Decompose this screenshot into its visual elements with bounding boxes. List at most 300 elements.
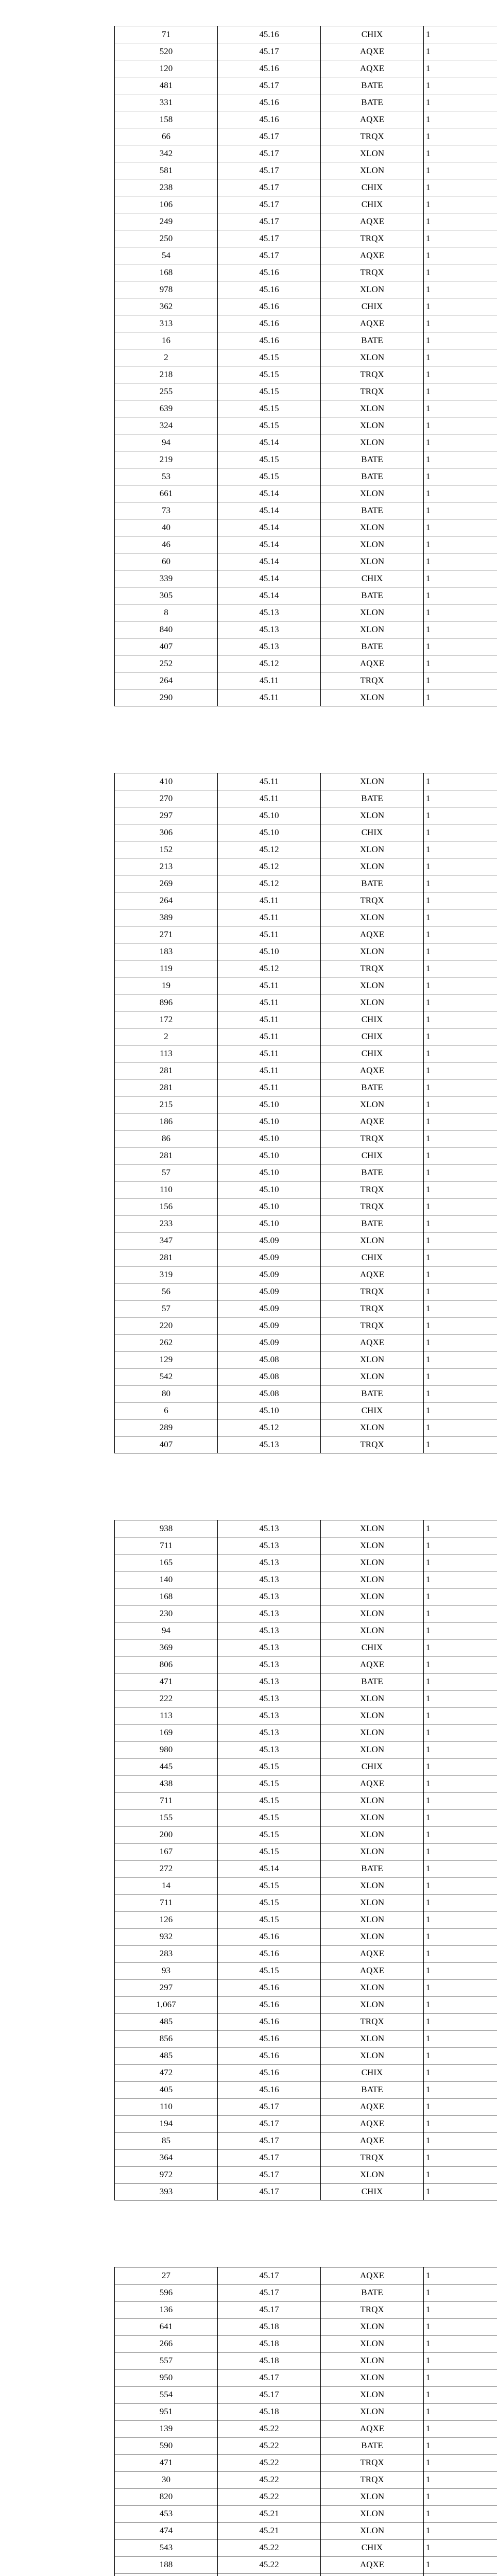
extra-cell: 1 [424,604,497,621]
volume-cell: 269 [115,875,218,892]
price-cell: 45.14 [218,519,321,536]
volume-cell: 56 [115,1283,218,1300]
extra-cell: 1 [424,587,497,604]
volume-cell: 152 [115,841,218,858]
extra-cell: 1 [424,298,497,315]
price-cell: 45.08 [218,1368,321,1385]
extra-cell: 1 [424,2437,497,2454]
venue-cell: XLON [321,2030,424,2047]
venue-cell: CHIX [321,196,424,213]
extra-cell: 1 [424,824,497,841]
extra-cell: 1 [424,1334,497,1351]
price-cell: 45.11 [218,773,321,790]
venue-cell: BATE [321,332,424,349]
table-row [115,1436,497,1453]
price-cell: 45.18 [218,2335,321,2352]
volume-cell: 445 [115,1758,218,1775]
venue-cell: CHIX [321,824,424,841]
venue-cell: XLON [321,994,424,1011]
extra-cell: 1 [424,672,497,689]
extra-cell: 1 [424,1181,497,1198]
price-cell: 45.16 [218,1979,321,1996]
venue-cell: TRQX [321,672,424,689]
price-cell: 45.18 [218,2318,321,2335]
volume-cell: 932 [115,1928,218,1945]
venue-cell: XLON [321,1894,424,1911]
price-cell: 45.10 [218,1113,321,1130]
volume-cell: 172 [115,1011,218,1028]
extra-cell: 1 [424,1826,497,1843]
volume-cell: 2 [115,349,218,366]
table-row [115,1605,497,1622]
venue-cell: XLON [321,2505,424,2522]
venue-cell: TRQX [321,1300,424,1317]
volume-cell: 200 [115,1826,218,1843]
price-cell: 45.17 [218,2369,321,2386]
venue-cell: XLON [321,1588,424,1605]
extra-cell: 1 [424,1147,497,1164]
extra-cell: 1 [424,909,497,926]
trade-table-1 [114,26,497,706]
extra-cell: 1 [424,2522,497,2539]
trade-table-2 [114,773,497,1453]
volume-cell: 290 [115,689,218,706]
table-row [115,128,497,145]
price-cell: 45.11 [218,926,321,943]
volume-cell: 215 [115,1096,218,1113]
price-cell: 45.17 [218,213,321,230]
table-row [115,213,497,230]
table-row [115,1368,497,1385]
extra-cell: 1 [424,145,497,162]
table-row [115,621,497,638]
table-row [115,587,497,604]
price-cell: 45.15 [218,1911,321,1928]
price-cell: 45.17 [218,2149,321,2166]
table-row [115,1911,497,1928]
venue-cell: XLON [321,349,424,366]
table-row [115,366,497,383]
price-cell: 45.13 [218,1605,321,1622]
price-cell: 45.17 [218,2115,321,2132]
table-row [115,1028,497,1045]
extra-cell: 1 [424,1164,497,1181]
price-cell: 45.15 [218,349,321,366]
venue-cell: AQXE [321,2132,424,2149]
price-cell: 45.09 [218,1300,321,1317]
price-cell: 45.13 [218,1707,321,1724]
extra-cell: 1 [424,536,497,553]
volume-cell: 16 [115,332,218,349]
extra-cell: 1 [424,1588,497,1605]
volume-cell: 110 [115,1181,218,1198]
table-row [115,2352,497,2369]
table-row [115,1945,497,1962]
extra-cell: 1 [424,1911,497,1928]
venue-cell: XLON [321,841,424,858]
extra-cell: 1 [424,1368,497,1385]
volume-cell: 266 [115,2335,218,2352]
extra-cell: 1 [424,60,497,77]
extra-cell: 1 [424,2098,497,2115]
table-row [115,2013,497,2030]
price-cell: 45.11 [218,689,321,706]
price-cell: 45.15 [218,400,321,417]
extra-cell: 1 [424,2505,497,2522]
extra-cell: 1 [424,94,497,111]
extra-cell: 1 [424,1028,497,1045]
extra-cell: 1 [424,111,497,128]
extra-cell: 1 [424,553,497,570]
table-row [115,1520,497,1537]
volume-cell: 126 [115,1911,218,1928]
price-cell: 45.11 [218,892,321,909]
table-row [115,1300,497,1317]
table-row [115,1707,497,1724]
extra-cell: 1 [424,1096,497,1113]
extra-cell: 1 [424,977,497,994]
volume-cell: 590 [115,2437,218,2454]
venue-cell: BATE [321,638,424,655]
price-cell: 45.22 [218,2488,321,2505]
volume-cell: 113 [115,1045,218,1062]
price-cell: 45.13 [218,1639,321,1656]
extra-cell: 1 [424,43,497,60]
venue-cell: BATE [321,77,424,94]
table-row [115,2556,497,2573]
price-cell: 45.10 [218,1147,321,1164]
venue-cell: CHIX [321,1045,424,1062]
price-cell: 45.13 [218,1571,321,1588]
table-row [115,1554,497,1571]
price-cell: 45.17 [218,128,321,145]
venue-cell: BATE [321,1215,424,1232]
table-row [115,349,497,366]
price-cell: 45.14 [218,570,321,587]
table-row [115,1317,497,1334]
volume-cell: 168 [115,264,218,281]
volume-cell: 951 [115,2403,218,2420]
venue-cell: AQXE [321,1962,424,1979]
volume-cell: 938 [115,1520,218,1537]
venue-cell: XLON [321,1979,424,1996]
extra-cell: 1 [424,349,497,366]
extra-cell: 1 [424,1945,497,1962]
price-cell: 45.15 [218,383,321,400]
price-cell: 45.15 [218,1877,321,1894]
volume-cell: 297 [115,807,218,824]
volume-cell: 596 [115,2284,218,2301]
volume-cell: 233 [115,1215,218,1232]
volume-cell: 324 [115,417,218,434]
volume-cell: 438 [115,1775,218,1792]
table-row [115,383,497,400]
venue-cell: AQXE [321,60,424,77]
venue-cell: CHIX [321,298,424,315]
price-cell: 45.16 [218,2047,321,2064]
table-row [115,179,497,196]
venue-cell: BATE [321,587,424,604]
price-cell: 45.15 [218,451,321,468]
price-cell: 45.12 [218,960,321,977]
table-row [115,1062,497,1079]
extra-cell: 1 [424,332,497,349]
venue-cell: TRQX [321,2471,424,2488]
table-row [115,2301,497,2318]
table-row [115,875,497,892]
extra-cell: 1 [424,2301,497,2318]
venue-cell: AQXE [321,247,424,264]
table-row [115,1673,497,1690]
table-row [115,1894,497,1911]
volume-cell: 364 [115,2149,218,2166]
venue-cell: TRQX [321,2301,424,2318]
extra-cell: 1 [424,366,497,383]
price-cell: 45.11 [218,1045,321,1062]
extra-cell: 1 [424,2420,497,2437]
table-row [115,1096,497,1113]
price-cell: 45.22 [218,2437,321,2454]
venue-cell: AQXE [321,926,424,943]
table-row [115,1690,497,1707]
price-cell: 45.22 [218,2539,321,2556]
extra-cell: 1 [424,2488,497,2505]
volume-cell: 711 [115,1537,218,1554]
table-row [115,1079,497,1096]
extra-cell: 1 [424,213,497,230]
price-cell: 45.13 [218,621,321,638]
extra-cell: 1 [424,570,497,587]
table-row [115,1758,497,1775]
venue-cell: BATE [321,1164,424,1181]
venue-cell: XLON [321,1809,424,1826]
price-cell: 45.22 [218,2420,321,2437]
price-cell: 45.16 [218,60,321,77]
price-cell: 45.10 [218,943,321,960]
venue-cell: XLON [321,2403,424,2420]
price-cell: 45.14 [218,553,321,570]
price-cell: 45.16 [218,281,321,298]
extra-cell: 1 [424,264,497,281]
venue-cell: XLON [321,1351,424,1368]
volume-cell: 139 [115,2420,218,2437]
volume-cell: 542 [115,1368,218,1385]
extra-cell: 1 [424,1877,497,1894]
extra-cell: 1 [424,1436,497,1453]
table-row [115,689,497,706]
venue-cell: XLON [321,519,424,536]
venue-cell: XLON [321,536,424,553]
price-cell: 45.15 [218,1962,321,1979]
volume-cell: 85 [115,2132,218,2149]
price-cell [218,2573,321,2576]
price-cell: 45.17 [218,145,321,162]
volume-cell: 362 [115,298,218,315]
extra-cell: 1 [424,2047,497,2064]
volume-cell: 262 [115,1334,218,1351]
venue-cell: CHIX [321,1147,424,1164]
extra-cell: 1 [424,1351,497,1368]
price-cell: 45.13 [218,1436,321,1453]
volume-cell: 94 [115,434,218,451]
extra-cell: 1 [424,773,497,790]
volume-cell: 220 [115,1317,218,1334]
extra-cell: 1 [424,2115,497,2132]
volume-cell: 281 [115,1062,218,1079]
venue-cell: XLON [321,977,424,994]
price-cell: 45.16 [218,1928,321,1945]
price-cell: 45.14 [218,434,321,451]
table-row [115,1826,497,1843]
table-row [115,1741,497,1758]
extra-cell: 1 [424,2149,497,2166]
table-row [115,1385,497,1402]
venue-cell: AQXE [321,2115,424,2132]
table-row [115,1809,497,1826]
extra-cell: 1 [424,1317,497,1334]
volume-cell: 94 [115,1622,218,1639]
price-cell: 45.12 [218,655,321,672]
table-row [115,2030,497,2047]
volume-cell: 264 [115,672,218,689]
extra-cell: 1 [424,519,497,536]
venue-cell: CHIX [321,179,424,196]
venue-cell: XLON [321,1911,424,1928]
venue-cell: AQXE [321,315,424,332]
extra-cell: 1 [424,1792,497,1809]
volume-cell: 168 [115,1588,218,1605]
price-cell: 45.17 [218,77,321,94]
venue-cell: BATE [321,875,424,892]
table-row [115,1130,497,1147]
table-row [115,2047,497,2064]
venue-cell: BATE [321,1079,424,1096]
extra-cell: 1 [424,2386,497,2403]
extra-cell: 1 [424,1045,497,1062]
price-cell: 45.12 [218,875,321,892]
volume-cell: 136 [115,2301,218,2318]
volume-cell: 471 [115,2454,218,2471]
table-row [115,162,497,179]
volume-cell: 188 [115,2556,218,2573]
table-row [115,2267,497,2284]
volume-cell: 230 [115,1605,218,1622]
table-row [115,2284,497,2301]
price-cell: 45.17 [218,2183,321,2200]
venue-cell: XLON [321,1826,424,1843]
extra-cell: 1 [424,2352,497,2369]
volume-cell: 219 [115,451,218,468]
extra-cell: 1 [424,1198,497,1215]
extra-cell: 1 [424,1673,497,1690]
extra-cell: 1 [424,485,497,502]
table-row [115,2437,497,2454]
price-cell: 45.11 [218,977,321,994]
table-row [115,60,497,77]
table-row [115,1724,497,1741]
extra-cell: 1 [424,1639,497,1656]
table-row [115,1639,497,1656]
volume-cell: 6 [115,1402,218,1419]
price-cell: 45.08 [218,1351,321,1368]
venue-cell: XLON [321,145,424,162]
extra-cell: 1 [424,875,497,892]
price-cell: 45.12 [218,1419,321,1436]
venue-cell: BATE [321,468,424,485]
volume-cell: 581 [115,162,218,179]
table-row [115,145,497,162]
extra-cell: 1 [424,451,497,468]
venue-cell: XLON [321,1741,424,1758]
price-cell: 45.14 [218,587,321,604]
venue-cell: TRQX [321,1181,424,1198]
table-row [115,1588,497,1605]
table-row [115,332,497,349]
venue-cell: CHIX [321,1011,424,1028]
table-row [115,1147,497,1164]
extra-cell: 1 [424,1249,497,1266]
venue-cell: TRQX [321,366,424,383]
volume-cell: 661 [115,485,218,502]
table-row [115,1249,497,1266]
venue-cell: TRQX [321,1317,424,1334]
venue-cell: AQXE [321,2556,424,2573]
price-cell: 45.11 [218,1011,321,1028]
table-row [115,1266,497,1283]
extra-cell: 1 [424,1962,497,1979]
volume-cell: 641 [115,2318,218,2335]
table-row [115,2420,497,2437]
extra-cell: 1 [424,1300,497,1317]
table-row [115,451,497,468]
price-cell: 45.16 [218,2081,321,2098]
venue-cell: TRQX [321,264,424,281]
volume-cell: 80 [115,1385,218,1402]
volume-cell: 30 [115,2471,218,2488]
volume-cell: 119 [115,960,218,977]
volume-cell: 319 [115,1266,218,1283]
venue-cell: BATE [321,790,424,807]
venue-cell: XLON [321,621,424,638]
venue-cell: CHIX [321,26,424,43]
table-row [115,943,497,960]
venue-cell: TRQX [321,2013,424,2030]
venue-cell: AQXE [321,1775,424,1792]
volume-cell: 481 [115,77,218,94]
volume-cell: 169 [115,1724,218,1741]
extra-cell: 1 [424,1860,497,1877]
extra-cell: 1 [424,621,497,638]
extra-cell: 1 [424,2081,497,2098]
venue-cell: XLON [321,162,424,179]
price-cell: 45.12 [218,858,321,875]
volume-cell: 250 [115,230,218,247]
venue-cell: TRQX [321,383,424,400]
venue-cell: XLON [321,2047,424,2064]
venue-cell: BATE [321,2437,424,2454]
venue-cell: XLON [321,1232,424,1249]
price-cell: 45.13 [218,1741,321,1758]
price-cell: 45.10 [218,1130,321,1147]
venue-cell [321,2573,424,2576]
price-cell: 45.10 [218,1215,321,1232]
venue-cell: XLON [321,417,424,434]
extra-cell: 1 [424,196,497,213]
extra-cell: 1 [424,1215,497,1232]
price-cell: 45.15 [218,417,321,434]
volume-cell: 57 [115,1300,218,1317]
extra-cell: 1 [424,1741,497,1758]
